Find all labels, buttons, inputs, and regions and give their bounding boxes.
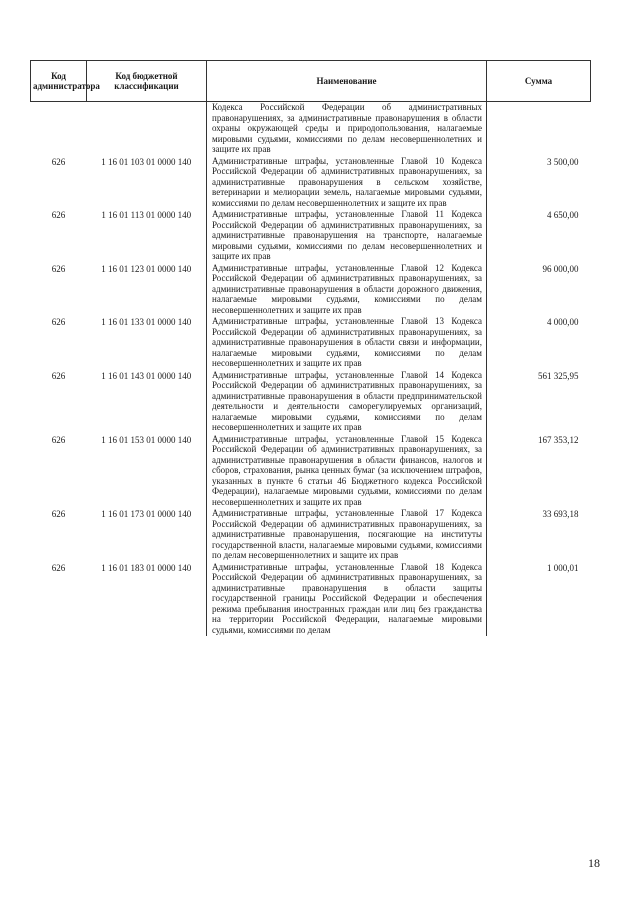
name-cell: Административные штрафы, установленные Главой 11 Кодекса Российской Федерации об административных правонарушениях, за административные правонарушения на транспорте, налагаемые мировыми судьями, комиссиями по делам несовершеннолетних и защите их прав xyxy=(207,209,487,263)
page-number: 18 xyxy=(588,856,600,870)
admin-code-cell: 626 xyxy=(51,263,66,274)
budget-code-cell: 1 16 01 153 01 0000 140 xyxy=(101,434,192,445)
name-cell: Административные штрафы, установленные Главой 12 Кодекса Российской Федерации об административных правонарушениях, за административные правонарушения в области дорожного движения, налагаемые мировыми судьями, комиссиями по делам несовершеннолетних и защите их прав xyxy=(207,263,487,317)
admin-code-cell: 626 xyxy=(51,434,66,445)
sum-cell: 4 650,00 xyxy=(547,210,579,220)
name-cell: Административные штрафы, установленные Главой 15 Кодекса Российской Федерации об административных правонарушениях, за административные правонарушения в области финансов, налогов и сборов, страхования, рынка ценных бумаг (за исключением штрафов, указанных в пункте 6 статьи 46 Бюджетного кодекса Российской Федерации), налагаемые мировыми судьями, комиссиями по делам несовершеннолетних и защите их прав xyxy=(207,434,487,509)
table-row xyxy=(31,209,591,263)
sum-cell: 561 325,95 xyxy=(538,370,579,381)
admin-code-cell: 626 xyxy=(51,156,66,167)
table-row xyxy=(31,370,591,434)
admin-code-cell: 626 xyxy=(51,317,66,327)
sum-cell: 96 000,00 xyxy=(542,263,579,274)
sum-cell: 33 693,18 xyxy=(542,509,579,519)
name-cell: Административные штрафы, установленные Главой 10 Кодекса Российской Федерации об административных правонарушениях, за административные правонарушения в сельском хозяйстве, ветеринарии и мелиорации земель, налагаемые мировыми судьями, комиссиями по делам несовершеннолетних и защите их прав xyxy=(207,156,487,210)
budget-code-cell: 1 16 01 133 01 0000 140 xyxy=(101,317,192,327)
sum-cell: 1 000,01 xyxy=(547,562,579,573)
budget-code-cell: 1 16 01 123 01 0000 140 xyxy=(101,263,192,274)
sum-cell: 167 353,12 xyxy=(538,434,579,445)
continuation-text: Кодекса Российской Федерации об административных правонарушениях, за административные правонарушения в области охраны окружающей среды и природопользования, налагаемые мировыми судьями, комиссиями по делам несовершеннолетних и защите их прав xyxy=(207,102,487,156)
admin-code-cell: 626 xyxy=(51,210,66,220)
admin-code-cell: 626 xyxy=(51,509,66,519)
revenue-table xyxy=(30,60,591,636)
name-cell: Административные штрафы, установленные Главой 13 Кодекса Российской Федерации об административных правонарушениях, за административные правонарушения в области связи и информации, налагаемые мировыми судьями, комиссиями по делам несовершеннолетних и защите их прав xyxy=(207,316,487,370)
budget-code-cell: 1 16 01 103 01 0000 140 xyxy=(101,156,192,167)
continuation-row xyxy=(31,102,591,156)
admin-code-cell: 626 xyxy=(51,370,66,381)
sum-cell: 4 000,00 xyxy=(547,317,579,327)
table-row xyxy=(31,508,591,562)
header-admin-code: Код администратора xyxy=(31,61,87,102)
table-header-row xyxy=(31,61,591,102)
admin-code-cell: 626 xyxy=(51,562,66,573)
name-cell: Административные штрафы, установленные Главой 14 Кодекса Российской Федерации об административных правонарушениях, за административные правонарушения в области предпринимательской деятельности и деятельности саморегулируемых организаций, налагаемые мировыми судьями, комиссиями по делам несовершеннолетних и защите их прав xyxy=(207,370,487,434)
header-budget-code: Код бюджетной классификации xyxy=(87,61,207,102)
table-row xyxy=(31,316,591,370)
budget-code-cell: 1 16 01 173 01 0000 140 xyxy=(101,509,192,519)
table-row xyxy=(31,562,591,637)
table-row xyxy=(31,156,591,210)
name-cell: Административные штрафы, установленные Главой 17 Кодекса Российской Федерации об административных правонарушениях, за административные правонарушения, посягающие на институты государственной власти, налагаемые мировыми судьями, комиссиями по делам несовершеннолетних и защите их прав xyxy=(207,508,487,562)
budget-code-cell: 1 16 01 183 01 0000 140 xyxy=(101,562,192,573)
header-sum: Сумма xyxy=(487,61,591,102)
header-name: Наименование xyxy=(207,61,487,102)
budget-code-cell: 1 16 01 143 01 0000 140 xyxy=(101,370,192,381)
name-cell: Административные штрафы, установленные Главой 18 Кодекса Российской Федерации об административных правонарушениях, за административные правонарушения в области защиты государственной границы Российской Федерации и обеспечения режима пребывания иностранных граждан или лиц без гражданства на территории Российской Федерации, налагаемые мировыми судьями, комиссиями по делам xyxy=(207,562,487,637)
table-row xyxy=(31,263,591,317)
sum-cell: 3 500,00 xyxy=(547,156,579,167)
budget-code-cell: 1 16 01 113 01 0000 140 xyxy=(101,210,192,220)
table-row xyxy=(31,434,591,509)
document-page xyxy=(30,60,590,636)
